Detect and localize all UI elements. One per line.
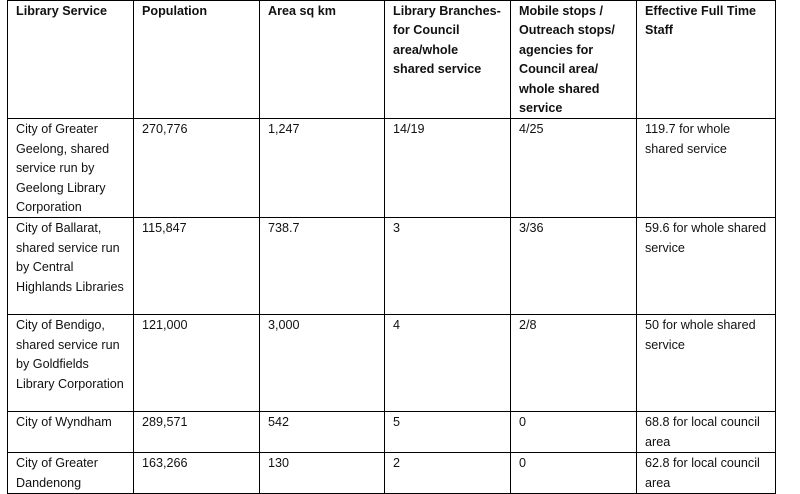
- cell-population: 163,266: [134, 453, 260, 494]
- cell-population: 270,776: [134, 119, 260, 218]
- cell-population: 289,571: [134, 412, 260, 453]
- cell-staff: 68.8 for local council area: [637, 412, 776, 453]
- header-library-branches: Library Branches- for Council area/whole shared service: [385, 1, 511, 119]
- cell-area: 542: [260, 412, 385, 453]
- header-area: Area sq km: [260, 1, 385, 119]
- header-row: [8, 1, 776, 119]
- cell-library-service: City of Greater Dandenong: [8, 453, 134, 494]
- table-row: [8, 315, 776, 412]
- cell-area: 1,247: [260, 119, 385, 218]
- cell-staff: 50 for whole shared service: [637, 315, 776, 412]
- header-library-service: Library Service: [8, 1, 134, 119]
- header-staff: Effective Full Time Staff: [637, 1, 776, 119]
- cell-mobile-stops: 0: [511, 453, 637, 494]
- cell-mobile-stops: 0: [511, 412, 637, 453]
- cell-staff: 59.6 for whole shared service: [637, 218, 776, 315]
- cell-library-branches: 3: [385, 218, 511, 315]
- cell-library-service: City of Ballarat, shared service run by Central Highlands Libraries: [8, 218, 134, 315]
- cell-staff: 119.7 for whole shared service: [637, 119, 776, 218]
- library-services-table: [7, 0, 776, 494]
- table-row: [8, 218, 776, 315]
- cell-area: 738.7: [260, 218, 385, 315]
- cell-area: 3,000: [260, 315, 385, 412]
- cell-library-service: City of Bendigo, shared service run by Goldfields Library Corporation: [8, 315, 134, 412]
- cell-library-branches: 2: [385, 453, 511, 494]
- table-row: [8, 119, 776, 218]
- header-population: Population: [134, 1, 260, 119]
- cell-library-service: City of Wyndham: [8, 412, 134, 453]
- cell-mobile-stops: 2/8: [511, 315, 637, 412]
- cell-population: 115,847: [134, 218, 260, 315]
- header-mobile-stops: Mobile stops / Outreach stops/ agencies for Council area/ whole shared service: [511, 1, 637, 119]
- cell-library-branches: 5: [385, 412, 511, 453]
- table-row: [8, 453, 776, 494]
- cell-population: 121,000: [134, 315, 260, 412]
- cell-staff: 62.8 for local council area: [637, 453, 776, 494]
- cell-mobile-stops: 3/36: [511, 218, 637, 315]
- cell-area: 130: [260, 453, 385, 494]
- cell-library-branches: 14/19: [385, 119, 511, 218]
- cell-library-branches: 4: [385, 315, 511, 412]
- table-row: [8, 412, 776, 453]
- cell-library-service: City of Greater Geelong, shared service run by Geelong Library Corporation: [8, 119, 134, 218]
- cell-mobile-stops: 4/25: [511, 119, 637, 218]
